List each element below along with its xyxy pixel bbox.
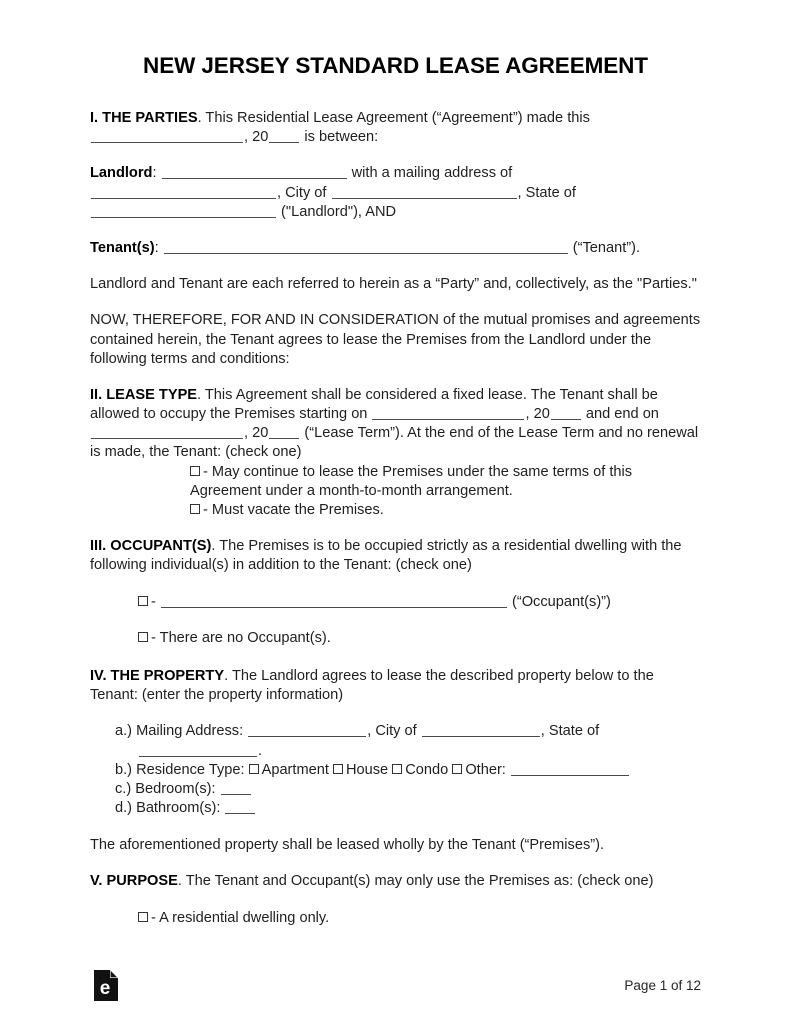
lease-type-option-1[interactable] [190, 463, 701, 501]
checkbox-icon[interactable] [190, 466, 200, 476]
lease-type-text-3: (“Lease Term”). At the end of the Lease Term and no renewal is made, the Tenant: (check one) [90, 425, 699, 461]
checkbox-icon[interactable] [190, 504, 200, 514]
landlord-state-label: , State of [517, 184, 576, 201]
residence-type-house: House [345, 761, 389, 778]
checkbox-icon[interactable] [452, 764, 462, 774]
parties-intro-text-2: is between: [300, 129, 379, 146]
section-heading-lease-type: II. LEASE TYPE [90, 386, 198, 403]
residence-type-other: Other: [465, 761, 506, 778]
checkbox-icon[interactable] [138, 632, 148, 642]
property-item-a-end: . [258, 742, 263, 759]
landlord-city-blank[interactable] [332, 186, 517, 199]
property-state-blank[interactable] [139, 744, 257, 757]
property-text: . The Landlord agrees to lease the described property below to the Tenant: (enter the property information) [90, 667, 654, 704]
lease-start-date-blank[interactable] [372, 407, 524, 420]
section-property [90, 667, 701, 705]
tenant-block: Tenant(s): (“Tenant”). [90, 239, 641, 256]
property-item-mailing-address [115, 722, 701, 760]
section-parties-intro [90, 109, 701, 147]
section-purpose [90, 872, 701, 891]
landlord-state-blank[interactable] [91, 205, 276, 218]
property-city-label: , City of [367, 723, 421, 740]
bedrooms-blank[interactable] [221, 782, 251, 795]
purpose-option-1-label: - A residential dwelling only. [151, 909, 330, 926]
occupants-text: . The Premises is to be occupied strictly as a residential dwelling with the following individual(s) in addition to the Tenant: (check one) [90, 538, 682, 574]
lease-end-year-prefix: , 20 [244, 425, 269, 442]
landlord-block: Landlord: with a mailing address of , City of , State of ("Landlord"), AND [90, 165, 576, 220]
occupants-option-2[interactable] [138, 629, 701, 648]
eforms-logo-icon [94, 970, 118, 1001]
checkbox-icon[interactable] [138, 596, 148, 606]
checkbox-icon[interactable] [249, 764, 259, 774]
landlord-tag: ("Landlord"), AND [277, 203, 397, 220]
property-address-blank[interactable] [248, 724, 366, 737]
checkbox-icon[interactable] [138, 912, 148, 922]
bathrooms-blank[interactable] [225, 801, 255, 814]
lease-type-option-2-label: - Must vacate the Premises. [203, 502, 384, 518]
checkbox-icon[interactable] [333, 764, 343, 774]
property-item-b-label: b.) Residence Type: [115, 761, 249, 778]
section-heading-property: IV. THE PROPERTY [90, 667, 225, 684]
property-item-c-label: c.) Bedroom(s): [115, 780, 220, 797]
residence-type-other-blank[interactable] [511, 763, 629, 776]
tenant-name-blank[interactable] [164, 241, 568, 254]
occupant-names-blank[interactable] [161, 595, 507, 608]
section-occupants [90, 537, 701, 575]
occupants-option-1-label: (“Occupant(s)”) [507, 593, 611, 610]
property-closing-paragraph: The aforementioned property shall be leased wholly by the Tenant (“Premises”). [90, 837, 605, 854]
party-definition-paragraph: Landlord and Tenant are each referred to herein as a “Party” and, collectively, as the "Parties." [90, 276, 697, 293]
landlord-label: Landlord [90, 165, 153, 182]
parties-intro-text: . This Residential Lease Agreement (“Agreement”) made this [197, 110, 590, 126]
lease-start-year-blank[interactable] [551, 407, 581, 420]
lease-type-option-2[interactable] [190, 501, 701, 520]
section-heading-occupants: III. OCCUPANT(S) [90, 538, 212, 555]
property-item-bathrooms [115, 799, 701, 818]
occupants-option-1[interactable]: - (“Occupant(s)”) [138, 593, 701, 612]
lease-type-option-1-label: - May continue to lease the Premises under the same terms of this Agreement under a month-to-month arrangement. [190, 463, 633, 499]
property-item-a-label: a.) Mailing Address: [115, 723, 248, 740]
purpose-text: . The Tenant and Occupant(s) may only use the Premises as: (check one) [177, 873, 654, 890]
document-body [90, 52, 701, 928]
page-title: NEW JERSEY STANDARD LEASE AGREEMENT [143, 53, 648, 78]
date-blank[interactable] [91, 130, 243, 143]
section-lease-type [90, 386, 701, 463]
property-state-label: , State of [540, 723, 600, 740]
parties-year-prefix: , 20 [244, 129, 269, 146]
logo-letter: e [99, 978, 111, 999]
property-item-bedrooms [115, 780, 701, 799]
lease-end-year-blank[interactable] [269, 426, 299, 439]
year-blank[interactable] [269, 130, 299, 143]
page-footer [90, 962, 701, 1002]
lease-end-date-blank[interactable] [91, 426, 243, 439]
landlord-name-blank[interactable] [162, 166, 347, 179]
lease-start-year-prefix: , 20 [525, 406, 550, 423]
section-heading-purpose: V. PURPOSE [90, 873, 178, 890]
page-number: Page 1 of 12 [624, 978, 701, 993]
section-heading-parties: I. THE PARTIES [90, 110, 198, 126]
lease-type-text-2: and end on [581, 406, 659, 423]
property-item-d-label: d.) Bathroom(s): [115, 800, 225, 817]
residence-type-condo: Condo [405, 761, 449, 778]
consideration-paragraph: NOW, THEREFORE, FOR AND IN CONSIDERATION of the mutual promises and agreements contained herein, the Tenant agrees to lease the Premises from the Landlord under the following terms and conditions: [90, 312, 701, 367]
property-city-blank[interactable] [422, 724, 540, 737]
purpose-option-1[interactable] [138, 909, 701, 928]
tenant-label: Tenant(s) [90, 239, 155, 256]
landlord-mailing-text: with a mailing address of [347, 165, 513, 182]
tenant-tag: (“Tenant”). [568, 239, 641, 256]
residence-type-apartment: Apartment [261, 761, 329, 778]
landlord-address-blank[interactable] [91, 186, 276, 199]
landlord-city-label: , City of [277, 184, 331, 201]
occupants-option-2-label: - There are no Occupant(s). [151, 629, 331, 646]
lease-type-text-1: . This Agreement shall be considered a fixed lease. The Tenant shall be allowed to occupy the Premises starting on [90, 386, 658, 423]
property-item-residence-type [115, 761, 701, 780]
checkbox-icon[interactable] [392, 764, 402, 774]
